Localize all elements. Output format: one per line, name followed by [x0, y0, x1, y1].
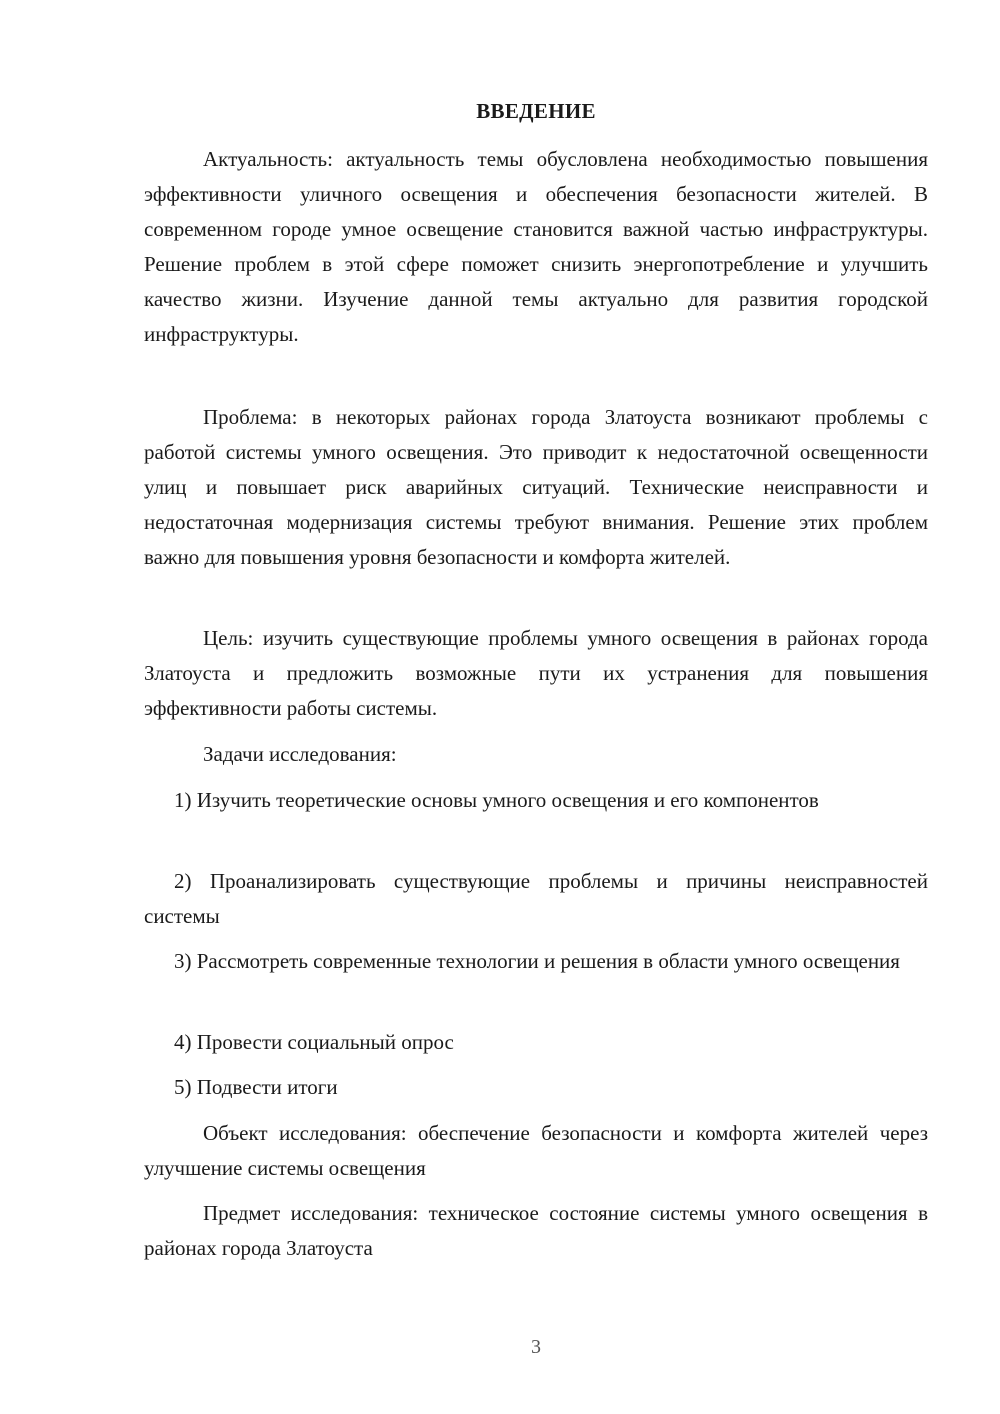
paragraph-relevance: Актуальность: актуальность темы обусловлена необходимостью повышения эффективности уличного освещения и обеспечения безопасности жителей. В современном городе умное освещение становится важной частью инфраструктуры. Решение проблем в этой сфере поможет снизить энергопотребление и улучшить качество жизни. Изучение данной темы актуально для развития городской инфраструктуры.	[144, 147, 928, 346]
task-item-1: 1) Изучить теоретические основы умного освещения и его компонентов	[174, 788, 819, 812]
task-item-5: 5) Подвести итоги	[174, 1075, 338, 1099]
section-heading: ВВЕДЕНИЕ	[476, 99, 596, 123]
paragraph-goal: Цель: изучить существующие проблемы умного освещения в районах города Златоуста и предложить возможные пути их устранения для повышения эффективности работы системы.	[144, 626, 928, 720]
tasks-heading: Задачи исследования:	[203, 742, 397, 766]
task-item-2: 2) Проанализировать существующие проблемы и причины неисправностей системы	[144, 869, 928, 928]
page-number: 3	[531, 1336, 541, 1358]
paragraph-subject: Предмет исследования: техническое состояние системы умного освещения в районах города Златоуста	[144, 1201, 928, 1260]
task-item-4: 4) Провести социальный опрос	[174, 1030, 454, 1054]
task-item-3: 3) Рассмотреть современные технологии и решения в области умного освещения	[174, 949, 900, 973]
paragraph-problem: Проблема: в некоторых районах города Златоуста возникают проблемы с работой системы умного освещения. Это приводит к недостаточной освещенности улиц и повышает риск аварийных ситуаций. Технические неисправности и недостаточная модернизация системы требуют внимания. Решение этих проблем важно для повышения уровня безопасности и комфорта жителей.	[144, 405, 928, 569]
paragraph-object: Объект исследования: обеспечение безопасности и комфорта жителей через улучшение системы освещения	[144, 1121, 928, 1180]
